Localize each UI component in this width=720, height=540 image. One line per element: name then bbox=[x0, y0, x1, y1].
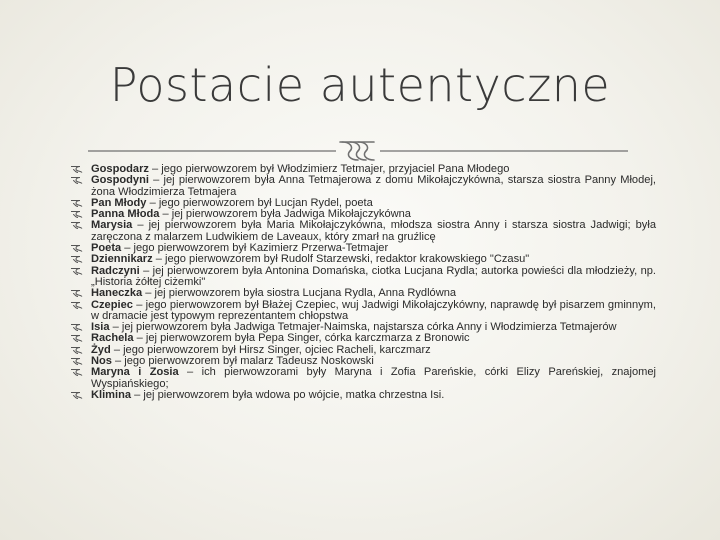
character-description: – jego pierwowzorem był Kazimierz Przerwa-Tetmajer bbox=[121, 242, 389, 255]
scroll-swirl-icon bbox=[70, 391, 83, 400]
character-name: Gospodyni bbox=[91, 174, 149, 187]
character-name: Isia bbox=[91, 321, 110, 334]
scroll-swirl-icon bbox=[70, 301, 83, 310]
character-description: – jej pierwowzorem była wdowa po wójcie, matka chrzestna Isi. bbox=[131, 388, 445, 401]
list-item bbox=[70, 367, 656, 390]
slide-title: Postacie autentyczne bbox=[109, 58, 611, 112]
character-name: Radczyni bbox=[91, 264, 140, 277]
character-name: Pan Młody bbox=[91, 196, 147, 209]
scroll-swirl-icon bbox=[70, 199, 83, 208]
character-name: Czepiec bbox=[91, 298, 133, 311]
list-item bbox=[70, 220, 656, 243]
character-description: – jego pierwowzorem był Włodzimierz Tetmajer, przyjaciel Pana Młodego bbox=[148, 163, 510, 175]
character-name: Haneczka bbox=[91, 287, 143, 300]
scroll-swirl-icon bbox=[70, 255, 83, 264]
scroll-swirl-icon bbox=[70, 323, 83, 332]
character-description: – jego pierwowzorem był Lucjan Rydel, poeta bbox=[146, 196, 373, 209]
character-name: Dziennikarz bbox=[91, 253, 153, 266]
character-description: – jej pierwowzorem była Antonina Domańska, ciotka Lucjana Rydla; autorka powieści dla młodzieży, np. „Historia żółtej ciżemki" bbox=[91, 264, 656, 288]
character-name: Gospodarz bbox=[91, 163, 149, 175]
character-name: Rachela bbox=[91, 332, 134, 345]
character-description: – jego pierwowzorem był Błażej Czepiec, wuj Jadwigi Mikołajczykówny, naprawdę był pisarzem gminnym, w dramacie jest typowym reprezentantem chłopstwa bbox=[91, 298, 656, 322]
character-description: – jego pierwowzorem był Hirsz Singer, ojciec Racheli, karczmarz bbox=[110, 343, 431, 356]
character-name: Nos bbox=[91, 355, 112, 368]
scroll-swirl-icon bbox=[70, 368, 83, 377]
character-name: Poeta bbox=[91, 242, 122, 255]
list-item bbox=[70, 390, 656, 401]
character-description: – jego pierwowzorem był Rudolf Starzewski, redaktor krakowskiego "Czasu" bbox=[152, 253, 530, 266]
character-name: Marysia bbox=[91, 219, 133, 232]
character-description: – jej pierwowzorem była Jadwiga Tetmajer-Naimska, najstarsza córka Anny i Włodzimierza Tetmajerów bbox=[109, 321, 617, 334]
scroll-swirl-icon bbox=[70, 210, 83, 219]
scroll-swirl-icon bbox=[70, 267, 83, 276]
character-description: – ich pierwowzorami były Maryna i Zofia Pareńskie, córki Elizy Pareńskiej, znajomej Wyspiańskiego; bbox=[91, 366, 656, 390]
list-item bbox=[70, 300, 656, 323]
divider-ornament-icon bbox=[340, 142, 374, 160]
scroll-swirl-icon bbox=[70, 176, 83, 185]
character-description: – jej pierwowzorem była Jadwiga Mikołajczykówna bbox=[159, 208, 411, 221]
character-name: Żyd bbox=[91, 343, 111, 356]
list-item bbox=[70, 175, 656, 198]
scroll-swirl-icon bbox=[70, 289, 83, 298]
character-description: – jej pierwowzorem była Anna Tetmajerowa z domu Mikołajczykówna, starsza siostra Panny Młodej, żona Włodzimierza Tetmajera bbox=[91, 174, 656, 198]
scroll-swirl-icon bbox=[70, 165, 83, 174]
character-name: Maryna i Zosia bbox=[91, 366, 179, 379]
character-description: – jej pierwowzorem była siostra Lucjana Rydla, Anna Rydlówna bbox=[142, 287, 457, 300]
character-name: Klimina bbox=[91, 388, 132, 401]
character-description: – jej pierwowzorem była Maria Mikołajczykówna, młodsza siostra Anny i starsza siostra Jadwigi; była zaręczona z malarzem Ludwikiem de Laveaux, który zmarł na gruźlicę bbox=[91, 219, 656, 243]
scroll-swirl-icon bbox=[70, 244, 83, 253]
character-description: – jego pierwowzorem był malarz Tadeusz Noskowski bbox=[111, 355, 374, 368]
list-item bbox=[70, 266, 656, 289]
character-list bbox=[70, 164, 656, 401]
title-divider bbox=[88, 138, 628, 162]
scroll-swirl-icon bbox=[70, 221, 83, 230]
scroll-swirl-icon bbox=[70, 357, 83, 366]
character-description: – jej pierwowzorem była Pepa Singer, córka karczmarza z Bronowic bbox=[133, 332, 470, 345]
scroll-swirl-icon bbox=[70, 334, 83, 343]
scroll-swirl-icon bbox=[70, 346, 83, 355]
character-name: Panna Młoda bbox=[91, 208, 160, 221]
